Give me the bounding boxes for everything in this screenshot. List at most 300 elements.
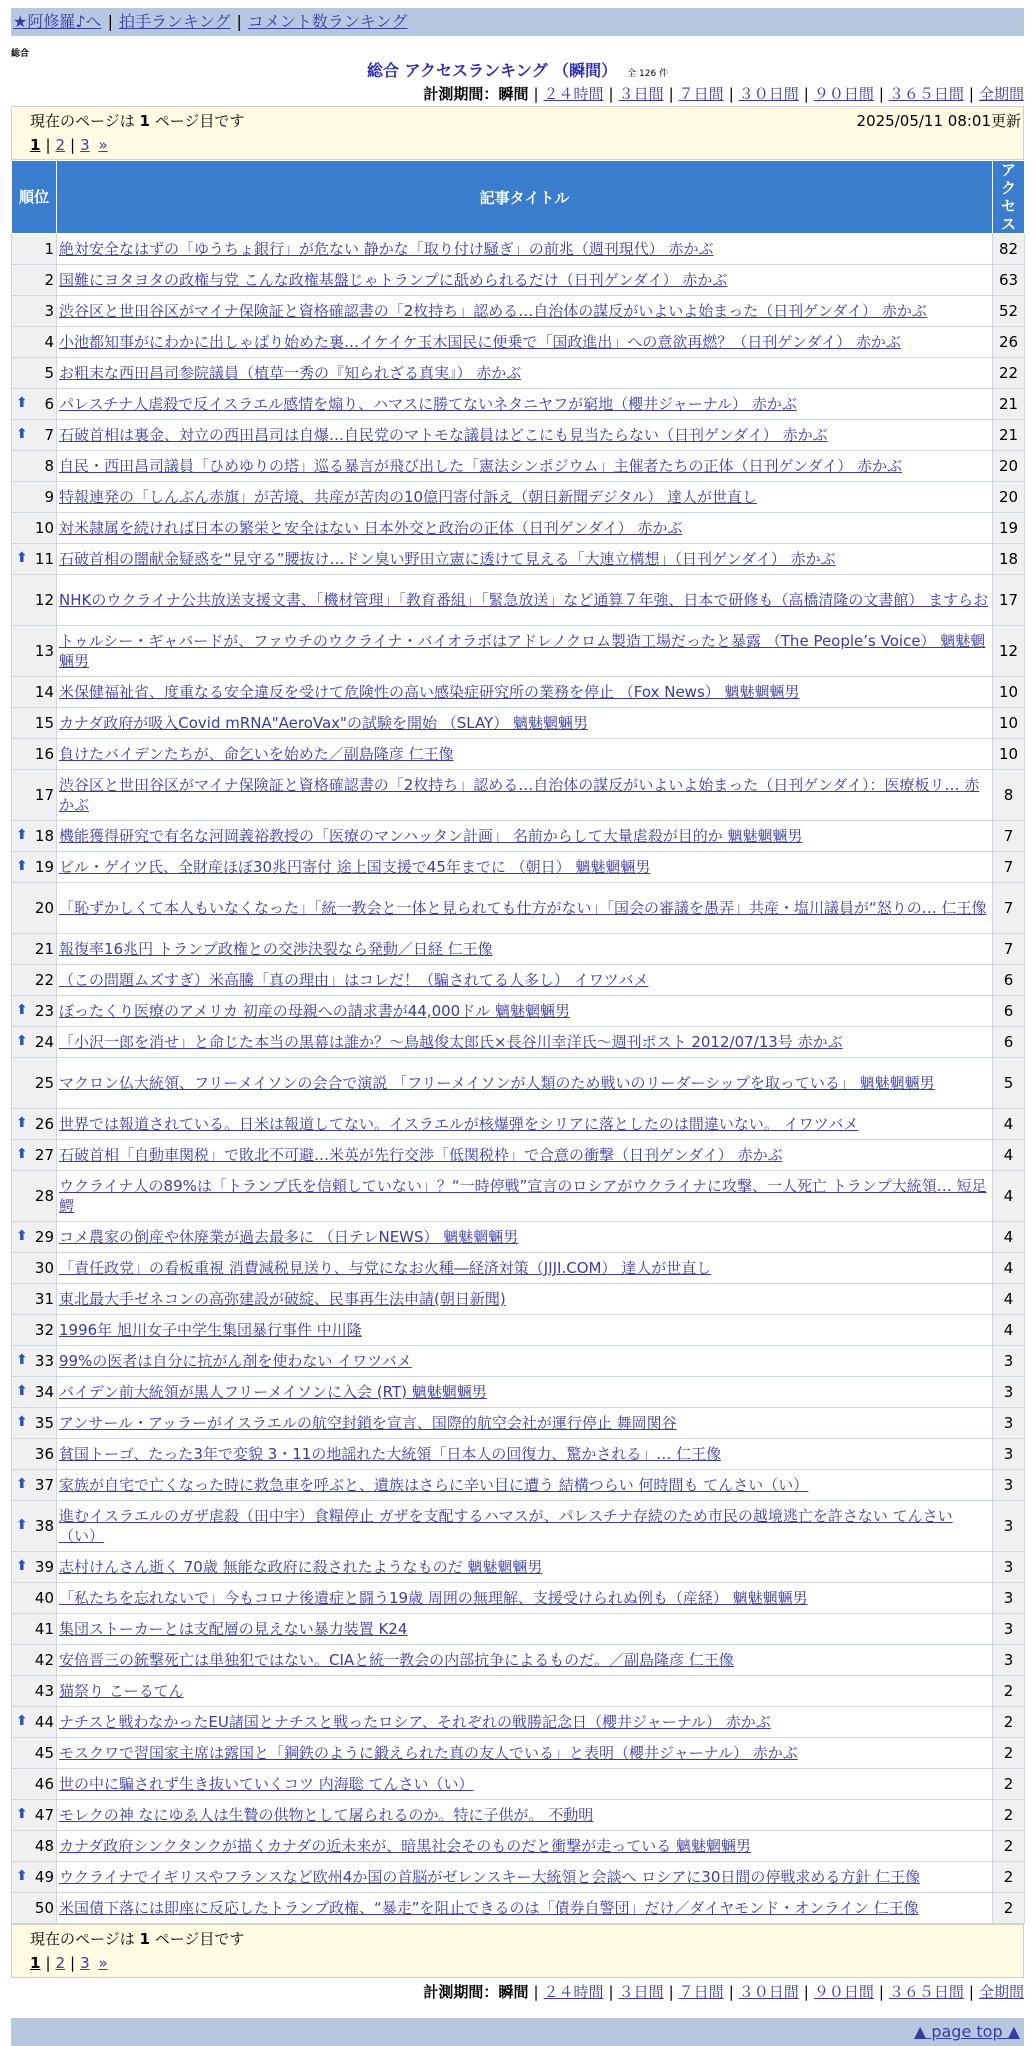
access-count: 2 (993, 1769, 1025, 1800)
rank-cell (12, 821, 57, 852)
table-row (12, 677, 1025, 708)
article-link[interactable]: 進むイスラエルのガザ虐殺（田中宇）食糧停止 ガザを支配するハマスが、パレスチナ存続のため市民の越境逃亡を許さない てんさい（い） (59, 1507, 953, 1545)
title-cell (57, 1109, 993, 1140)
rank-up-icon: ⬆ (16, 550, 28, 566)
col-title-header: 記事タイトル (57, 161, 993, 234)
period-selector (11, 82, 1024, 106)
nav-link-comment-ranking[interactable]: コメント数ランキング (247, 12, 408, 31)
title-cell (57, 677, 993, 708)
rank-number: 39 (34, 1558, 54, 1576)
next-page-link[interactable]: » (98, 136, 108, 154)
rank-up-icon: ⬆ (16, 1033, 28, 1049)
rank-number: 22 (34, 971, 54, 989)
period-link[interactable]: ３６５日間 (888, 1983, 964, 2001)
access-count: 4 (993, 1253, 1025, 1284)
table-row (12, 1501, 1025, 1552)
table-row (12, 626, 1025, 677)
rank-cell (12, 1058, 57, 1109)
article-link[interactable]: 自民・西田昌司議員「ひめゆりの塔」巡る暴言が飛び出した「憲法シンポジウム」主催者たちの正体（日刊ゲンダイ） 赤かぶ (59, 457, 903, 475)
access-count: 2 (993, 1862, 1025, 1893)
article-link[interactable]: 「責任政党」の看板重視 消費減税見送り、与党になお火種―経済対策（JIJI.COM） 達人が世直し (59, 1259, 712, 1277)
title-cell (57, 1222, 993, 1253)
article-link[interactable]: カナダ政府が吸入Covid mRNA"AeroVax"の試験を開始 （SLAY） 魑魅魍魎男 (59, 714, 588, 732)
article-link[interactable]: ナチスと戦わなかったEU諸国とナチスと戦ったロシア、それぞれの戦勝記念日（櫻井ジャーナル） 赤かぶ (59, 1713, 771, 1731)
rank-number: 36 (34, 1445, 54, 1463)
table-row (12, 1439, 1025, 1470)
article-link[interactable]: 国難にヨタヨタの政権与党 こんな政権基盤じゃトランプに舐められるだけ（日刊ゲンダイ） 赤かぶ (59, 271, 728, 289)
title-cell (57, 883, 993, 934)
rank-cell (12, 544, 57, 575)
article-link[interactable]: コメ農家の倒産や休廃業が過去最多に （日テレNEWS） 魑魅魍魎男 (59, 1228, 519, 1246)
article-link[interactable]: 渋谷区と世田谷区がマイナ保険証と資格確認書の「2枚持ち」認める…自治体の謀反がいよいよ始まった（日刊ゲンダイ） 赤かぶ (59, 302, 927, 320)
title-cell (57, 1140, 993, 1171)
access-count: 4 (993, 1171, 1025, 1222)
table-row (12, 996, 1025, 1027)
rank-cell (12, 708, 57, 739)
rank-number: 7 (44, 426, 54, 444)
page-link[interactable]: 2 (55, 1954, 66, 1972)
table-row (12, 513, 1025, 544)
updated-timestamp: 2025/05/11 08:01更新 (856, 112, 1021, 130)
period-separator: | (533, 1983, 539, 2001)
rank-number: 45 (34, 1744, 54, 1762)
rank-cell (12, 1583, 57, 1614)
title-cell (57, 852, 993, 883)
article-link[interactable]: 絶対安全なはずの「ゆうちょ銀行」が危ない 静かな「取り付け騒ぎ」の前兆（週刊現代） 赤かぶ (59, 240, 714, 258)
rank-number: 42 (34, 1651, 54, 1669)
table-row (12, 1284, 1025, 1315)
rank-cell (12, 1470, 57, 1501)
access-count: 17 (993, 575, 1025, 626)
page-links (30, 133, 1023, 157)
table-row (12, 1676, 1025, 1707)
title-cell (57, 482, 993, 513)
article-link[interactable]: 志村けんさん逝く 70歳 無能な政府に殺されたようなものだ 魑魅魍魎男 (59, 1558, 543, 1576)
rank-number: 28 (34, 1187, 54, 1205)
rank-cell (12, 677, 57, 708)
rank-cell (12, 1140, 57, 1171)
rank-number: 24 (34, 1033, 54, 1051)
article-link[interactable]: 猫祭り こーるてん (59, 1682, 184, 1700)
access-count: 21 (993, 420, 1025, 451)
page-separator: | (70, 1954, 76, 1972)
col-access-header: アクセス (993, 161, 1025, 234)
article-link[interactable]: 安倍晋三の銃撃死亡は単独犯ではない。CIAと統一教会の内部抗争によるものだ。／副島隆彦 仁王像 (59, 1651, 734, 1669)
access-count: 3 (993, 1583, 1025, 1614)
title-cell (57, 358, 993, 389)
title-cell (57, 575, 993, 626)
period-separator: | (878, 1983, 884, 2001)
access-count: 4 (993, 1222, 1025, 1253)
rank-number: 38 (34, 1517, 54, 1535)
access-count: 20 (993, 482, 1025, 513)
rank-cell (12, 1614, 57, 1645)
table-row (12, 1862, 1025, 1893)
rank-number: 11 (34, 550, 54, 568)
table-row (12, 1800, 1025, 1831)
title-cell (57, 1552, 993, 1583)
table-row (12, 1645, 1025, 1676)
title-cell (57, 770, 993, 821)
access-count: 7 (993, 852, 1025, 883)
period-separator: | (968, 85, 974, 103)
article-link[interactable]: お粗末な西田昌司参院議員（植草一秀の『知られざる真実』） 赤かぶ (59, 364, 522, 382)
rank-cell (12, 234, 57, 265)
rank-number: 8 (44, 457, 54, 475)
period-separator: | (533, 85, 539, 103)
table-row (12, 1109, 1025, 1140)
rank-cell (12, 513, 57, 544)
title-cell (57, 420, 993, 451)
rank-cell (12, 996, 57, 1027)
article-link[interactable]: ビル・ゲイツ氏、全財産ほぼ30兆円寄付 途上国支援で45年までに （朝日） 魑魅魍魎男 (59, 858, 651, 876)
table-row (12, 1315, 1025, 1346)
article-link[interactable]: 「恥ずかしくて本人もいなくなった」「統一教会と一体と見られても仕方がない」「国会の審議を愚弄」共産・塩川議員が“怒りの… 仁王像 (59, 899, 987, 917)
rank-number: 40 (34, 1589, 54, 1607)
rank-cell (12, 1501, 57, 1552)
rank-number: 32 (34, 1321, 54, 1339)
table-row (12, 296, 1025, 327)
period-link[interactable]: 全期間 (978, 1983, 1024, 2001)
access-count: 3 (993, 1377, 1025, 1408)
period-label: 計測期間： (423, 85, 499, 103)
article-link[interactable]: 「小沢一郎を消せ」と命じた本当の黒幕は誰か？～鳥越俊太郎氏×長谷川幸洋氏～週刊ポスト 2012/07/13号 赤かぶ (59, 1033, 843, 1051)
access-count: 4 (993, 1109, 1025, 1140)
rank-cell (12, 327, 57, 358)
current-page-number: 1 (139, 112, 150, 130)
page-link[interactable]: 3 (80, 136, 90, 154)
article-link[interactable]: 報復率16兆円 トランプ政権との交渉決裂なら発動／日経 仁王像 (59, 940, 493, 958)
article-link[interactable]: 米国債下落には即座に反応したトランプ政権、“暴走”を阻止できるのは「債券自警団」だけ／ダイヤモンド・オンライン 仁王像 (59, 1899, 919, 1917)
rank-cell (12, 883, 57, 934)
period-link[interactable]: ３日間 (618, 1983, 664, 2001)
title-cell (57, 451, 993, 482)
table-row (12, 1027, 1025, 1058)
article-link[interactable]: 「私たちを忘れないで」今もコロナ後遺症と闘う19歳 周囲の無理解、支援受けられぬ例も（産経） 魑魅魍魎男 (59, 1589, 808, 1607)
article-link[interactable]: 石破首相「自動車関税」で敗北不可避…米英が先行交渉「低関税枠」で合意の衝撃（日刊ゲンダイ） 赤かぶ (59, 1146, 783, 1164)
table-row (12, 358, 1025, 389)
nav-separator: | (236, 12, 242, 31)
rank-number: 29 (34, 1228, 54, 1246)
table-row (12, 451, 1025, 482)
title-cell (57, 821, 993, 852)
article-link[interactable]: 家族が自宅で亡くなった時に救急車を呼ぶと、遺族はさらに辛い目に遭う 結構つらい 何時間も てんさい（い） (59, 1476, 809, 1494)
access-count: 8 (993, 770, 1025, 821)
table-row (12, 544, 1025, 575)
rank-up-icon: ⬆ (16, 1115, 28, 1131)
title-cell (57, 1707, 993, 1738)
access-count: 4 (993, 1140, 1025, 1171)
rank-up-icon: ⬆ (16, 1558, 28, 1574)
period-separator: | (728, 1983, 734, 2001)
access-count: 26 (993, 327, 1025, 358)
nav-separator: | (107, 12, 113, 31)
article-link[interactable]: 特報連発の「しんぶん赤旗」が苦境、共産が苦肉の10億円寄付訴え（朝日新聞デジタル） 達人が世直し (59, 488, 757, 506)
period-separator: | (728, 85, 734, 103)
table-row (12, 965, 1025, 996)
rank-up-icon: ⬆ (16, 827, 28, 843)
rank-up-icon: ⬆ (16, 1383, 28, 1399)
period-link[interactable]: ７日間 (678, 1983, 724, 2001)
rank-number: 48 (34, 1837, 54, 1855)
period-separator: | (968, 1983, 974, 2001)
rank-cell (12, 1769, 57, 1800)
period-link[interactable]: ３０日間 (738, 85, 799, 103)
category-label: 総合 (11, 49, 30, 59)
rank-up-icon: ⬆ (16, 1146, 28, 1162)
rank-number: 31 (34, 1290, 54, 1308)
rank-cell (12, 451, 57, 482)
access-count: 7 (993, 883, 1025, 934)
table-row (12, 1140, 1025, 1171)
article-link[interactable]: 対米隷属を続ければ日本の繁栄と安全はない 日本外交と政治の正体（日刊ゲンダイ） 赤かぶ (59, 519, 683, 537)
access-count: 3 (993, 1408, 1025, 1439)
article-link[interactable]: 世の中に騙されず生き抜いていくコツ 内海聡 てんさい（い） (59, 1775, 474, 1793)
rank-up-icon: ⬆ (16, 1414, 28, 1430)
page-link[interactable]: 3 (80, 1954, 90, 1972)
access-count: 10 (993, 677, 1025, 708)
rank-number: 5 (44, 364, 54, 382)
period-link[interactable]: ２４時間 (543, 85, 604, 103)
rank-up-icon: ⬆ (16, 1713, 28, 1729)
access-count: 3 (993, 1501, 1025, 1552)
rank-cell (12, 1893, 57, 1924)
period-label: 計測期間： (423, 1983, 499, 2001)
next-page-link[interactable]: » (98, 1954, 108, 1972)
period-current: 瞬間 (498, 1983, 529, 2001)
page (11, 8, 1024, 2046)
rank-number: 1 (44, 240, 54, 258)
title-cell (57, 265, 993, 296)
access-count: 3 (993, 1346, 1025, 1377)
rank-number: 23 (34, 1002, 54, 1020)
access-count: 6 (993, 965, 1025, 996)
rank-number: 43 (34, 1682, 54, 1700)
rank-cell (12, 1738, 57, 1769)
rank-number: 46 (34, 1775, 54, 1793)
title-cell (57, 708, 993, 739)
page-link-current: 1 (30, 136, 41, 154)
rank-number: 6 (44, 395, 54, 413)
article-link[interactable]: NHKのウクライナ公共放送支援文書、「機材管理」「教育番組」「緊急放送」など通算７年強、日本で研修も（高橋清隆の文書館） ますらお (59, 591, 989, 609)
title-cell (57, 1346, 993, 1377)
page-top-link[interactable]: ▲ page top ▲ (913, 2022, 1020, 2041)
article-link[interactable]: パレスチナ人虐殺で反イスラエル感情を煽り、ハマスに勝てないネタニヤフが窮地（櫻井ジャーナル） 赤かぶ (59, 395, 797, 413)
title-cell (57, 1614, 993, 1645)
access-count: 7 (993, 934, 1025, 965)
article-link[interactable]: カナダ政府シンクタンクが描くカナダの近未来が、暗黒社会そのものだと衝撃が走っている 魑魅魍魎男 (59, 1837, 751, 1855)
access-count: 7 (993, 821, 1025, 852)
article-link[interactable]: 集団ストーカーとは支配層の見えない暴力装置 K24 (59, 1620, 408, 1638)
access-count: 3 (993, 1552, 1025, 1583)
access-count: 6 (993, 996, 1025, 1027)
table-row (12, 1769, 1025, 1800)
nav-link-applause-ranking[interactable]: 拍手ランキング (118, 12, 231, 31)
title-cell (57, 1769, 993, 1800)
title-cell (57, 544, 993, 575)
rank-cell (12, 265, 57, 296)
rank-cell (12, 1253, 57, 1284)
nav-link-asyura[interactable]: ★阿修羅♪へ (13, 12, 102, 31)
period-link[interactable]: ９０日間 (813, 85, 874, 103)
page-link[interactable]: 2 (55, 136, 66, 154)
title-cell (57, 1253, 993, 1284)
col-rank-header: 順位 (12, 161, 57, 234)
article-link[interactable]: 小池都知事がにわかに出しゃばり始めた裏…イケイケ玉木国民に便乗で「国政進出」への意欲再燃？（日刊ゲンダイ） 赤かぶ (59, 333, 901, 351)
title-cell (57, 1315, 993, 1346)
period-link[interactable]: ３日間 (618, 85, 664, 103)
access-count: 18 (993, 544, 1025, 575)
rank-up-icon: ⬆ (16, 395, 28, 411)
title-cell (57, 739, 993, 770)
rank-number: 12 (34, 591, 54, 609)
period-link[interactable]: ２４時間 (543, 1983, 604, 2001)
rank-number: 16 (34, 745, 54, 763)
article-link[interactable]: 米保健福祉省、度重なる安全違反を受けて危険性の高い感染症研究所の業務を停止 （Fox News） 魑魅魍魎男 (59, 683, 800, 701)
pagination-box (11, 106, 1024, 160)
table-row (12, 739, 1025, 770)
article-link[interactable]: 世界では報道されている。日米は報道してない。イスラエルが核爆弾をシリアに落としたのは間違いない。 イワツバメ (59, 1115, 859, 1133)
rank-number: 4 (44, 333, 54, 351)
period-separator: | (878, 85, 884, 103)
access-count: 2 (993, 1738, 1025, 1769)
rank-number: 2 (44, 271, 54, 289)
period-separator: | (668, 1983, 674, 2001)
article-link[interactable]: ぼったくり医療のアメリカ 初産の母親への請求書が44,000ドル 魑魅魍魎男 (59, 1002, 570, 1020)
title-cell (57, 1676, 993, 1707)
rank-cell (12, 1171, 57, 1222)
rank-number: 10 (34, 519, 54, 537)
period-link[interactable]: ３６５日間 (888, 85, 964, 103)
table-row (12, 1893, 1025, 1924)
access-count: 20 (993, 451, 1025, 482)
title-cell (57, 1058, 993, 1109)
article-link[interactable]: ウクライナ人の89%は「トランプ氏を信頼していない」？“一時停戦”宣言のロシアがウクライナに攻撃、一人死亡 トランプ大統領… 短足鰐 (59, 1177, 987, 1215)
rank-cell (12, 296, 57, 327)
rank-cell (12, 965, 57, 996)
article-link[interactable]: 渋谷区と世田谷区がマイナ保険証と資格確認書の「2枚持ち」認める…自治体の謀反がいよいよ始まった（日刊ゲンダイ）：医療板リ… 赤かぶ (59, 776, 980, 814)
rank-number: 41 (34, 1620, 54, 1638)
article-link[interactable]: モスクワで習国家主席は露国と「鋼鉄のように鍛えられた真の友人でいる」と表明（櫻井ジャーナル） 赤かぶ (59, 1744, 798, 1762)
title-cell (57, 296, 993, 327)
rank-cell (12, 1315, 57, 1346)
rank-number: 30 (34, 1259, 54, 1277)
article-link[interactable]: トゥルシー・ギャバードが、ファウチのウクライナ・バイオラボはアドレノクロム製造工場だったと暴露 （The People’s Voice） 魑魅魍魎男 (59, 632, 986, 670)
rank-cell (12, 358, 57, 389)
period-link[interactable]: ９０日間 (813, 1983, 874, 2001)
rank-number: 44 (34, 1713, 54, 1731)
rank-number: 18 (34, 827, 54, 845)
table-row (12, 1738, 1025, 1769)
title-cell (57, 1171, 993, 1222)
title-cell (57, 389, 993, 420)
table-row (12, 821, 1025, 852)
table-row (12, 1171, 1025, 1222)
title-cell (57, 234, 993, 265)
title-cell (57, 965, 993, 996)
rank-cell (12, 852, 57, 883)
period-link[interactable]: ３０日間 (738, 1983, 799, 2001)
title-cell (57, 1377, 993, 1408)
rank-up-icon: ⬆ (16, 858, 28, 874)
rank-up-icon: ⬆ (16, 1352, 28, 1368)
rank-cell (12, 482, 57, 513)
access-count: 21 (993, 389, 1025, 420)
article-link[interactable]: 機能獲得研究で有名な河岡義裕教授の「医療のマンハッタン計画」 名前からして大量虐殺が目的か 魑魅魍魎男 (59, 827, 803, 845)
article-link[interactable]: マクロン仏大統領、フリーメイソンの会合で演説 「フリーメイソンが人類のため戦いのリーダーシップを取っている」 魑魅魍魎男 (59, 1074, 935, 1092)
article-link[interactable]: 貧国トーゴ、たった3年で変貌 3・11の地謡れた大統領「日本人の回復力、驚かされる」… 仁王像 (59, 1445, 722, 1463)
period-separator: | (803, 1983, 809, 2001)
rank-number: 27 (34, 1146, 54, 1164)
article-link[interactable]: 石破首相の闇献金疑惑を“見守る”腰抜け…ドン臭い野田立憲に透けて見える「大連立構想」（日刊ゲンダイ） 赤かぶ (59, 550, 836, 568)
article-link[interactable]: 東北最大手ゼネコンの高弥建設が破綻、民事再生法申請(朝日新聞) (59, 1290, 506, 1308)
period-link[interactable]: ７日間 (678, 85, 724, 103)
access-count: 2 (993, 1893, 1025, 1924)
title-cell (57, 1893, 993, 1924)
rank-number: 37 (34, 1476, 54, 1494)
table-row (12, 234, 1025, 265)
article-link[interactable]: 負けたバイデンたちが、命乞いを始めた／副島隆彦 仁王像 (59, 745, 454, 763)
rank-cell (12, 1552, 57, 1583)
rank-number: 15 (34, 714, 54, 732)
rank-cell (12, 1109, 57, 1140)
article-link[interactable]: ウクライナでイギリスやフランスなど欧州4か国の首脳がゼレンスキー大統領と会談へ ロシアに30日間の停戦求める方針 仁王像 (59, 1868, 921, 1886)
table-row (12, 265, 1025, 296)
rank-cell (12, 1408, 57, 1439)
table-row (12, 1377, 1025, 1408)
ranking-table (11, 160, 1025, 1924)
page-title: 総合 アクセスランキング （瞬間） (366, 61, 618, 80)
title-cell (57, 626, 993, 677)
table-row (12, 1831, 1025, 1862)
article-link[interactable]: モレクの神 なにゆゑ人は生贄の供物として屠られるのか。特に子供が。 不動明 (59, 1806, 594, 1824)
rank-up-icon: ⬆ (16, 1868, 28, 1884)
table-row (12, 934, 1025, 965)
table-row (12, 1408, 1025, 1439)
title-cell (57, 1027, 993, 1058)
article-link[interactable]: 1996年 旭川女子中学生集団暴行事件 中川隆 (59, 1321, 362, 1339)
article-link[interactable]: バイデン前大統領が黒人フリーメイソンに入会 (RT) 魑魅魍魎男 (59, 1383, 487, 1401)
ranking-rows (12, 234, 1025, 1924)
rank-cell (12, 1027, 57, 1058)
page-separator: | (45, 136, 51, 154)
item-count: 全 126 件 (627, 69, 669, 79)
article-link[interactable]: 石破首相は裏金、対立の西田昌司は自爆…自民党のマトモな議員はどこにも見当たらない（日刊ゲンダイ） 赤かぶ (59, 426, 828, 444)
table-row (12, 1346, 1025, 1377)
period-link[interactable]: 全期間 (978, 85, 1024, 103)
table-row (12, 1470, 1025, 1501)
article-link[interactable]: （この問題ムズすぎ）米高騰「真の理由」はコレだ！（騙されてる人多し） イワツバメ (59, 971, 649, 989)
rank-up-icon: ⬆ (16, 1228, 28, 1244)
rank-cell (12, 934, 57, 965)
table-row (12, 852, 1025, 883)
period-separator: | (668, 85, 674, 103)
rank-number: 19 (34, 858, 54, 876)
rank-number: 21 (34, 940, 54, 958)
article-link[interactable]: 99%の医者は自分に抗がん剤を使わない イワツバメ (59, 1352, 412, 1370)
rank-cell (12, 1645, 57, 1676)
title-cell (57, 996, 993, 1027)
title-cell (57, 1738, 993, 1769)
rank-number: 34 (34, 1383, 54, 1401)
rank-cell (12, 1377, 57, 1408)
access-count: 4 (993, 1315, 1025, 1346)
access-count: 10 (993, 739, 1025, 770)
title-cell (57, 934, 993, 965)
access-count: 12 (993, 626, 1025, 677)
article-link[interactable]: アンサール・アッラーがイスラエルの航空封鎖を宣言、国際的航空会社が運行停止 舞岡関谷 (59, 1414, 677, 1432)
pagination-box-bottom (11, 1924, 1024, 1978)
